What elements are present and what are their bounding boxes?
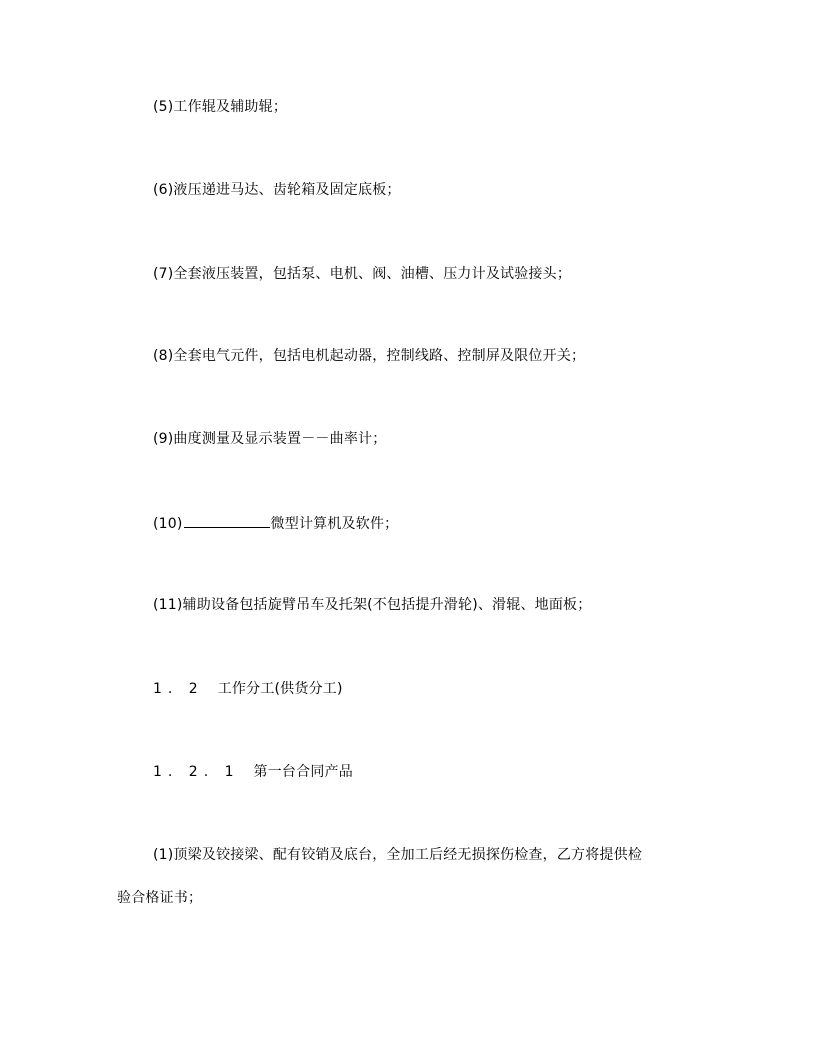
section-title: 第一台合同产品 — [253, 764, 353, 780]
section-title: 工作分工(供货分工) — [217, 681, 343, 697]
list-item: (6)液压递进马达、齿轮箱及固定底板； — [153, 182, 401, 198]
subsection-heading — [153, 763, 353, 781]
list-item: (8)全套电气元件，包括电机起动器，控制线路、控制屏及限位开关； — [153, 348, 586, 364]
list-item: (9)曲度测量及显示装置－－曲率计； — [153, 431, 387, 447]
fill-in-blank — [184, 513, 270, 528]
section-heading — [153, 680, 343, 698]
list-item: (7)全套液压装置，包括泵、电机、阀、油槽、压力计及试验接头； — [153, 266, 572, 282]
list-item: (5)工作辊及辅助辊； — [153, 99, 288, 115]
list-item-with-blank — [153, 513, 398, 533]
paragraph-line: 验合格证书； — [117, 890, 203, 906]
item-number: (10) — [153, 516, 183, 532]
section-number: 1. 2 — [153, 681, 204, 697]
item-text: 微型计算机及软件； — [270, 516, 399, 532]
section-number: 1. 2. 1 — [153, 764, 240, 780]
list-item: (11)辅助设备包括旋臂吊车及托架(不包括提升滑轮)、滑辊、地面板； — [153, 597, 592, 613]
paragraph-line: (1)顶梁及铰接梁、配有铰销及底台，全加工后经无损探伤检查，乙方将提供检 — [153, 847, 643, 863]
